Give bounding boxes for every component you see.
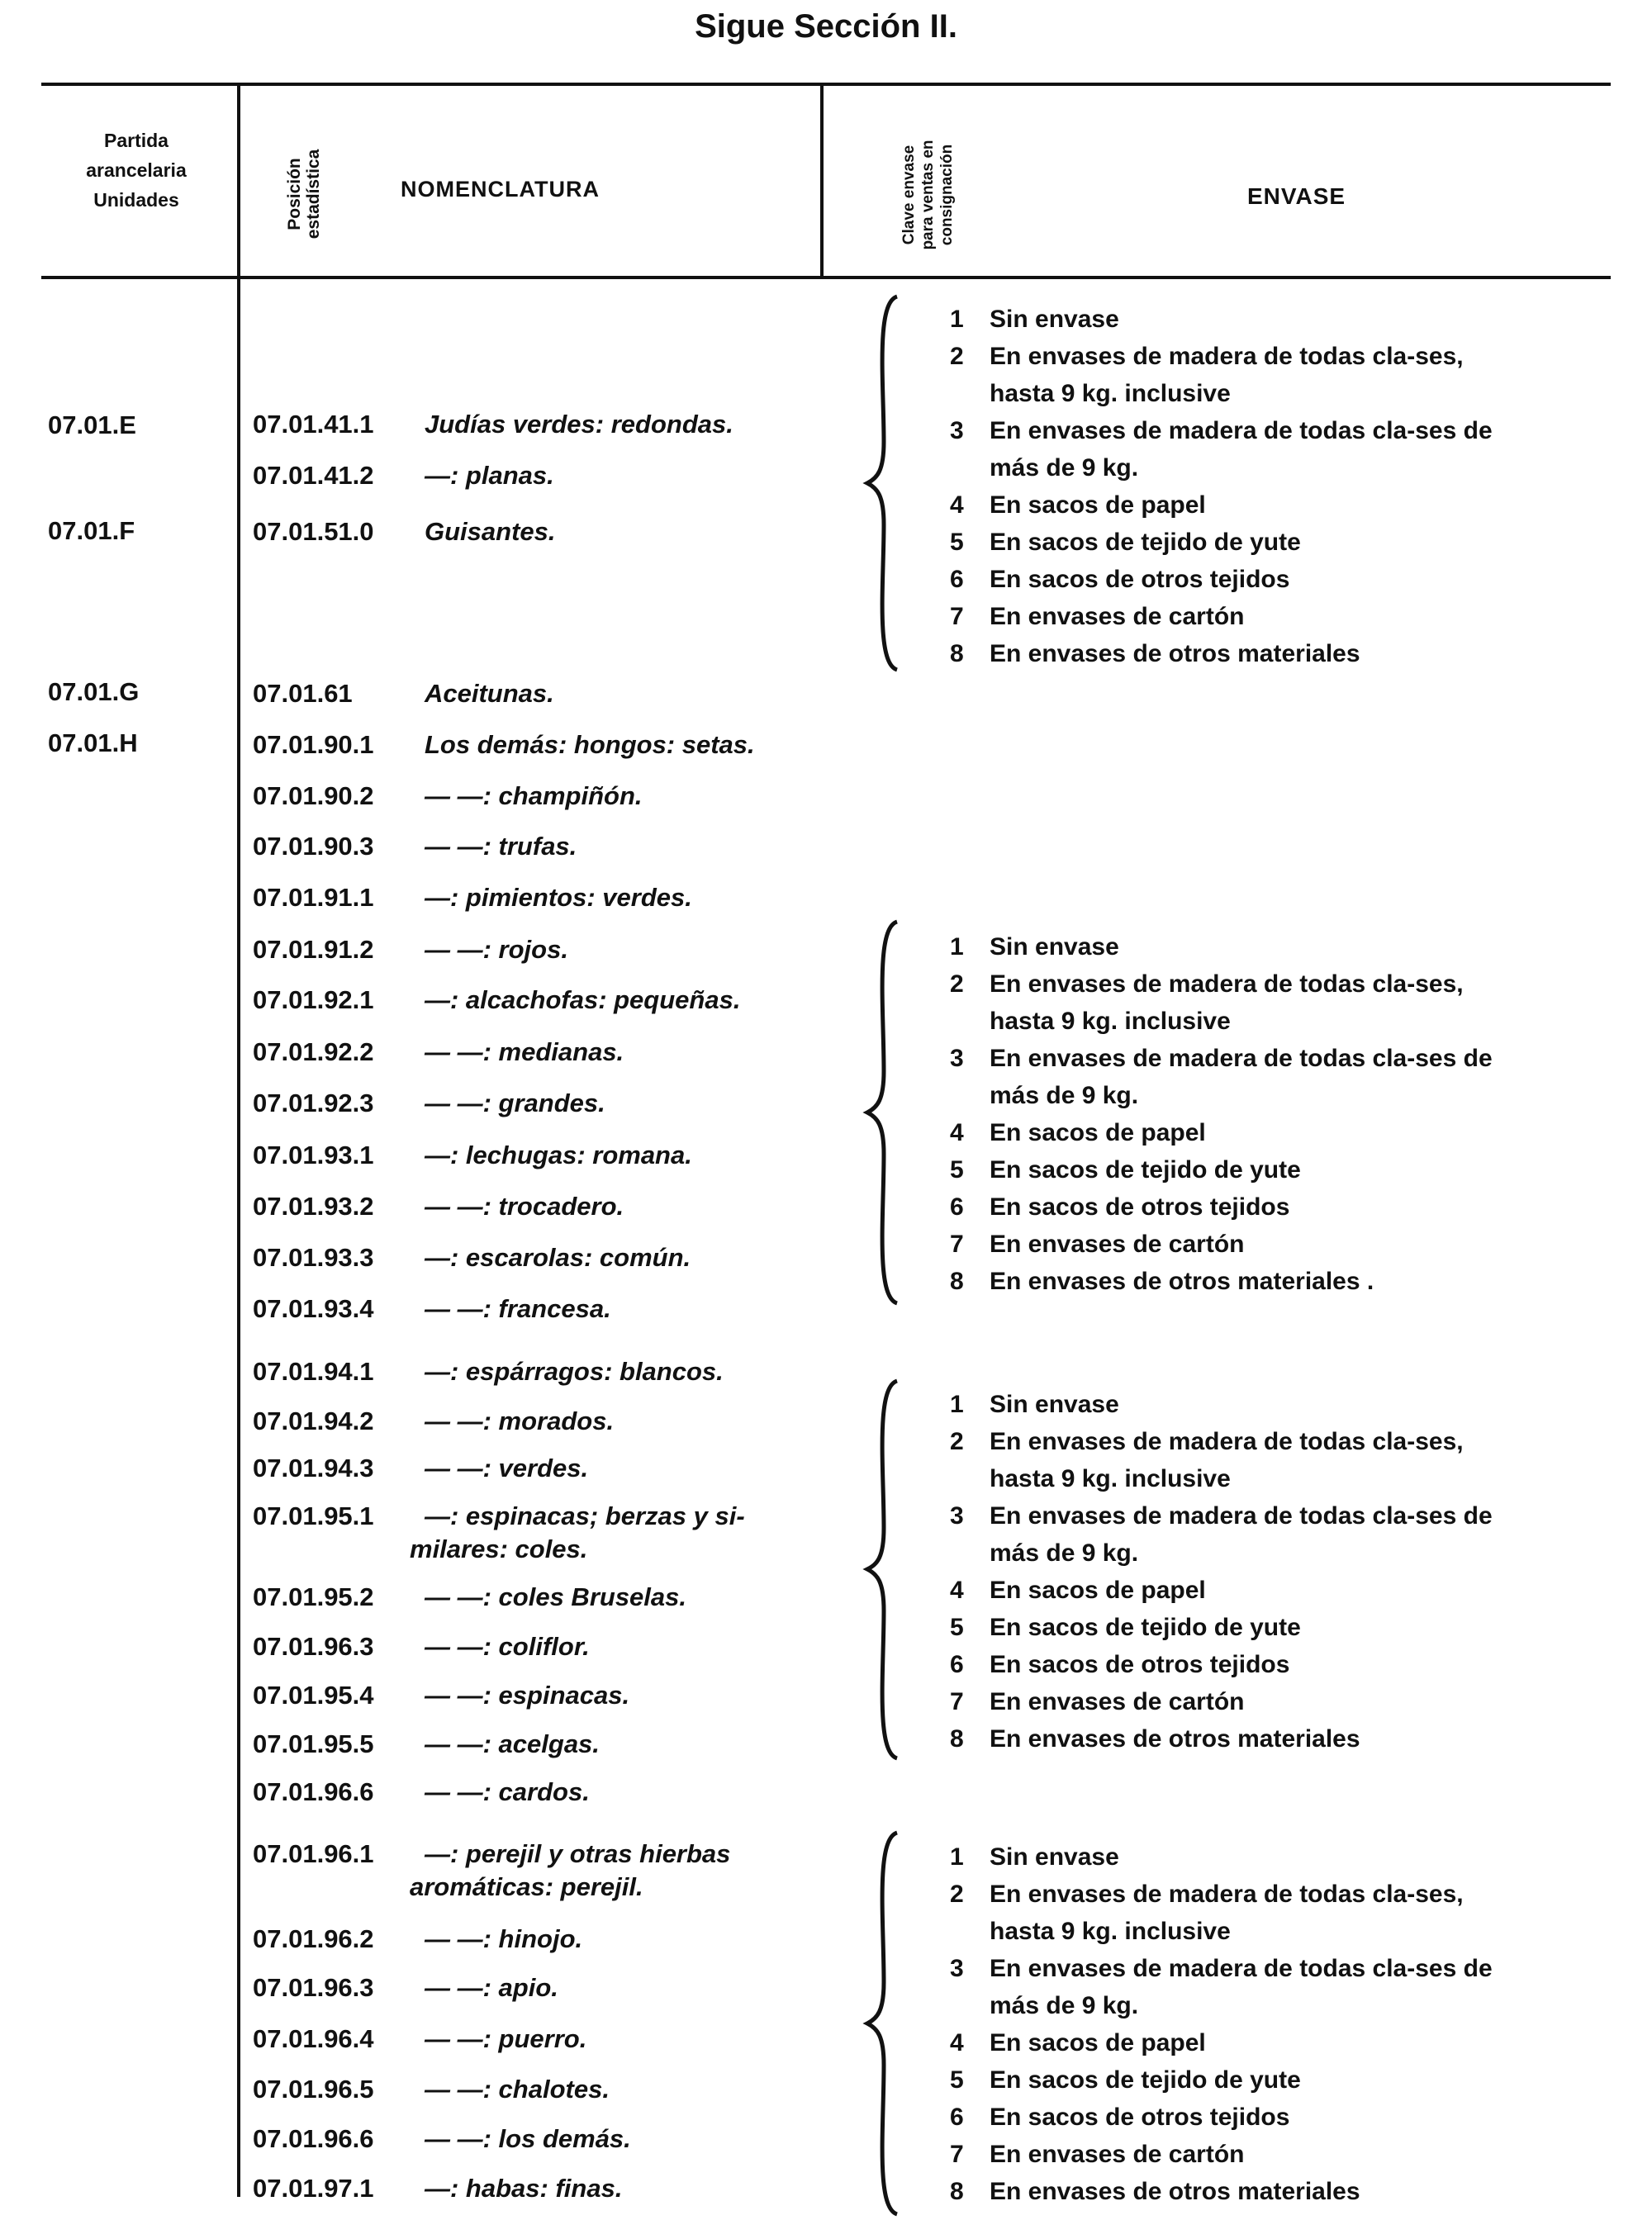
position-code: 07.01.92.1 [253, 985, 374, 1014]
envase-option [950, 1226, 1528, 1263]
position-code: 07.01.95.1 [253, 1501, 374, 1530]
position-code: 07.01.95.2 [253, 1582, 374, 1611]
nomenclature-description: Aceitunas. [425, 679, 554, 708]
envase-text: Sin envase [990, 1843, 1119, 1871]
nomenclature-row [253, 1139, 814, 1172]
brace-group-3 [851, 1378, 909, 1762]
nomenclature-row [253, 2023, 814, 2056]
nomenclature-description: —: perejil y otras hierbas [425, 1839, 731, 1868]
envase-key: 7 [950, 1688, 964, 1715]
envase-key: 1 [950, 933, 964, 961]
envase-key: 8 [950, 1268, 964, 1295]
nomenclature-row [253, 1923, 814, 1956]
nomenclature-row [253, 1679, 814, 1712]
nomenclature-row [253, 881, 814, 914]
position-code: 07.01.41.1 [253, 410, 374, 439]
header-partida-line-1: Partida [104, 130, 169, 151]
envase-key: 5 [950, 1156, 964, 1184]
nomenclature-row [253, 2073, 814, 2106]
nomenclature-row [253, 1405, 814, 1438]
nomenclature-row [253, 830, 814, 863]
partida-label: 07.01.E [48, 410, 136, 439]
column-divider-1 [237, 83, 240, 2197]
header-posicion-line-2: estadística [304, 149, 323, 240]
envase-text: Sin envase [990, 933, 1119, 961]
envase-option [950, 598, 1528, 635]
envase-option [950, 1572, 1528, 1609]
nomenclature-description: —: espinacas; berzas y si- [425, 1501, 745, 1530]
envase-text: En sacos de otros tejidos [990, 566, 1290, 593]
envase-key: 8 [950, 2178, 964, 2205]
position-code: 07.01.92.2 [253, 1037, 374, 1066]
envase-option [950, 2061, 1528, 2099]
nomenclature-row [253, 1838, 814, 1904]
envase-option [950, 412, 1528, 486]
nomenclature-continuation: milares: coles. [410, 1535, 588, 1563]
partida-label: 07.01.G [48, 677, 140, 706]
nomenclature-row [253, 728, 814, 761]
header-clave-line-2: para ventas en [919, 140, 937, 250]
envase-option [950, 1040, 1528, 1114]
nomenclature-description: —: escarolas: común. [425, 1243, 691, 1272]
envase-text: En envases de cartón [990, 2141, 1245, 2168]
position-code: 07.01.91.1 [253, 883, 374, 912]
envase-text: En envases de cartón [990, 1231, 1245, 1258]
nomenclature-continuation: aromáticas: perejil. [410, 1872, 643, 1901]
nomenclature-row [253, 515, 814, 548]
envase-option [950, 524, 1528, 561]
header-bottom-rule [41, 276, 1611, 279]
header-envase: ENVASE [1247, 183, 1346, 209]
nomenclature-description: — —: grandes. [425, 1089, 605, 1117]
position-code: 07.01.93.4 [253, 1294, 374, 1323]
nomenclature-row [253, 1355, 814, 1388]
envase-text: En envases de madera de todas cla-ses de más de 9 kg. [990, 1045, 1493, 1109]
nomenclature-row [253, 1500, 814, 1566]
header-partida-line-3: Unidades [93, 189, 179, 211]
envase-text: En envases de otros materiales . [990, 1268, 1374, 1295]
envase-option [950, 1386, 1528, 1423]
envase-key: 6 [950, 1651, 964, 1678]
nomenclature-description: — —: rojos. [425, 935, 568, 964]
envase-option [950, 561, 1528, 598]
nomenclature-row [253, 2123, 814, 2156]
position-code: 07.01.91.2 [253, 935, 374, 964]
envase-key: 6 [950, 566, 964, 593]
envase-text: Sin envase [990, 1391, 1119, 1418]
envase-text: En envases de madera de todas cla-ses de más de 9 kg. [990, 1502, 1493, 1567]
brace-group-2 [851, 918, 909, 1307]
nomenclature-row [253, 1241, 814, 1274]
position-code: 07.01.93.2 [253, 1192, 374, 1221]
nomenclature-row [253, 1971, 814, 2004]
envase-key: 2 [950, 1428, 964, 1455]
envase-key: 4 [950, 1577, 964, 1604]
nomenclature-description: — —: chalotes. [425, 2075, 610, 2104]
nomenclature-row [253, 1190, 814, 1223]
header-posicion [285, 136, 326, 252]
envase-key: 4 [950, 1119, 964, 1146]
nomenclature-description: — —: puerro. [425, 2024, 587, 2053]
envase-text: En sacos de tejido de yute [990, 1156, 1301, 1184]
envase-key: 6 [950, 2104, 964, 2131]
position-code: 07.01.90.3 [253, 832, 374, 861]
envase-option [950, 2173, 1528, 2210]
brace-group-4 [851, 1829, 909, 2218]
position-code: 07.01.96.3 [253, 1632, 374, 1661]
position-code: 07.01.94.1 [253, 1357, 374, 1386]
position-code: 07.01.92.3 [253, 1089, 374, 1117]
nomenclature-description: — —: champiñón. [425, 781, 643, 810]
position-code: 07.01.51.0 [253, 517, 374, 546]
envase-text: En envases de otros materiales [990, 640, 1360, 667]
envase-key: 1 [950, 1843, 964, 1871]
position-code: 07.01.94.2 [253, 1406, 374, 1435]
envase-text: En envases de cartón [990, 603, 1245, 630]
envase-option [950, 1683, 1528, 1720]
header-nomenclatura: NOMENCLATURA [401, 177, 600, 202]
position-code: 07.01.90.1 [253, 730, 374, 759]
column-divider-2 [820, 83, 824, 276]
nomenclature-row [253, 677, 814, 710]
nomenclature-description: —: planas. [425, 461, 554, 490]
envase-key: 1 [950, 1391, 964, 1418]
nomenclature-description: —: espárragos: blancos. [425, 1357, 724, 1386]
envase-option [950, 1263, 1528, 1300]
nomenclature-description: —: lechugas: romana. [425, 1141, 692, 1169]
envase-text: En envases de madera de todas cla-ses de más de 9 kg. [990, 1955, 1493, 2019]
envase-key: 6 [950, 1193, 964, 1221]
envase-key: 3 [950, 1045, 964, 1072]
envase-key: 5 [950, 1614, 964, 1641]
nomenclature-description: — —: acelgas. [425, 1729, 600, 1758]
position-code: 07.01.95.4 [253, 1681, 374, 1710]
envase-key: 8 [950, 1725, 964, 1753]
envase-text: En envases de madera de todas cla-ses, hasta 9 kg. inclusive [990, 1881, 1464, 1945]
nomenclature-description: — —: coliflor. [425, 1632, 590, 1661]
envase-text: En envases de madera de todas cla-ses, hasta 9 kg. inclusive [990, 1428, 1464, 1492]
envase-option [950, 1609, 1528, 1646]
envase-group-1 [950, 301, 1528, 672]
position-code: 07.01.41.2 [253, 461, 374, 490]
position-code: 07.01.96.4 [253, 2024, 374, 2053]
position-code: 07.01.93.1 [253, 1141, 374, 1169]
nomenclature-row [253, 1036, 814, 1069]
envase-key: 3 [950, 1955, 964, 1982]
envase-option [950, 1720, 1528, 1758]
header-partida-line-2: arancelaria [86, 159, 187, 181]
table-top-rule [41, 83, 1611, 86]
nomenclature-description: — —: apio. [425, 1973, 558, 2002]
position-code: 07.01.96.5 [253, 2075, 374, 2104]
envase-option [950, 1151, 1528, 1188]
nomenclature-row [253, 1776, 814, 1809]
envase-option [950, 1646, 1528, 1683]
envase-text: En sacos de papel [990, 1577, 1206, 1604]
envase-text: En envases de otros materiales [990, 2178, 1360, 2205]
envase-text: En sacos de papel [990, 491, 1206, 519]
header-clave-line-1: Clave envase [900, 145, 918, 245]
envase-text: En envases de otros materiales [990, 1725, 1360, 1753]
envase-group-4 [950, 1838, 1528, 2210]
position-code: 07.01.96.1 [253, 1839, 374, 1868]
nomenclature-row [253, 780, 814, 813]
envase-option [950, 928, 1528, 965]
nomenclature-description: — —: trufas. [425, 832, 577, 861]
envase-group-2 [950, 928, 1528, 1300]
envase-key: 2 [950, 970, 964, 998]
envase-text: En sacos de tejido de yute [990, 1614, 1301, 1641]
nomenclature-description: —: alcachofas: pequeñas. [425, 985, 741, 1014]
envase-key: 7 [950, 2141, 964, 2168]
nomenclature-description: — —: hinojo. [425, 1924, 583, 1953]
envase-key: 2 [950, 1881, 964, 1908]
nomenclature-row [253, 1293, 814, 1326]
nomenclature-row [253, 933, 814, 966]
envase-option [950, 1876, 1528, 1950]
nomenclature-description: — —: medianas. [425, 1037, 624, 1066]
nomenclature-description: — —: trocadero. [425, 1192, 624, 1221]
nomenclature-description: Los demás: hongos: setas. [425, 730, 755, 759]
envase-option [950, 2024, 1528, 2061]
envase-key: 3 [950, 417, 964, 444]
envase-text: En sacos de otros tejidos [990, 1193, 1290, 1221]
envase-option [950, 1188, 1528, 1226]
envase-key: 4 [950, 491, 964, 519]
position-code: 07.01.97.1 [253, 2174, 374, 2203]
position-code: 07.01.96.3 [253, 1973, 374, 2002]
envase-key: 2 [950, 343, 964, 370]
nomenclature-description: Guisantes. [425, 517, 556, 546]
envase-option [950, 2136, 1528, 2173]
nomenclature-description: — —: cardos. [425, 1777, 590, 1806]
brace-group-1 [851, 293, 909, 673]
nomenclature-description: —: pimientos: verdes. [425, 883, 692, 912]
nomenclature-description: — —: espinacas. [425, 1681, 630, 1710]
nomenclature-description: — —: coles Bruselas. [425, 1582, 687, 1611]
envase-text: En sacos de papel [990, 2029, 1206, 2056]
position-code: 07.01.96.6 [253, 2124, 374, 2153]
nomenclature-row [253, 408, 814, 441]
position-code: 07.01.95.5 [253, 1729, 374, 1758]
position-code: 07.01.61 [253, 679, 353, 708]
position-code: 07.01.90.2 [253, 781, 374, 810]
nomenclature-row [253, 984, 814, 1017]
position-code: 07.01.96.2 [253, 1924, 374, 1953]
envase-option [950, 1838, 1528, 1876]
envase-text: Sin envase [990, 306, 1119, 333]
nomenclature-description: Judías verdes: redondas. [425, 410, 733, 439]
envase-key: 1 [950, 306, 964, 333]
envase-key: 4 [950, 2029, 964, 2056]
envase-key: 5 [950, 529, 964, 556]
envase-option [950, 338, 1528, 412]
partida-label: 07.01.F [48, 516, 135, 545]
nomenclature-description: —: habas: finas. [425, 2174, 623, 2203]
envase-key: 5 [950, 2066, 964, 2094]
nomenclature-description: — —: francesa. [425, 1294, 611, 1323]
nomenclature-description: — —: morados. [425, 1406, 615, 1435]
envase-option [950, 301, 1528, 338]
nomenclature-row [253, 1728, 814, 1761]
envase-group-3 [950, 1386, 1528, 1758]
header-clave [900, 108, 959, 282]
envase-text: En envases de madera de todas cla-ses, hasta 9 kg. inclusive [990, 343, 1464, 407]
envase-text: En envases de madera de todas cla-ses de más de 9 kg. [990, 417, 1493, 481]
position-code: 07.01.93.3 [253, 1243, 374, 1272]
envase-key: 7 [950, 603, 964, 630]
nomenclature-row [253, 1087, 814, 1120]
envase-option [950, 486, 1528, 524]
position-code: 07.01.94.3 [253, 1454, 374, 1482]
envase-option [950, 635, 1528, 672]
envase-option [950, 1114, 1528, 1151]
header-clave-line-3: consignación [938, 144, 956, 246]
nomenclature-row [253, 1630, 814, 1663]
envase-text: En sacos de tejido de yute [990, 529, 1301, 556]
envase-option [950, 1497, 1528, 1572]
envase-key: 8 [950, 640, 964, 667]
envase-key: 3 [950, 1502, 964, 1530]
envase-text: En sacos de otros tejidos [990, 2104, 1290, 2131]
envase-text: En sacos de papel [990, 1119, 1206, 1146]
nomenclature-row [253, 1581, 814, 1614]
envase-key: 7 [950, 1231, 964, 1258]
envase-option [950, 1950, 1528, 2024]
partida-label: 07.01.H [48, 728, 138, 757]
envase-text: En envases de cartón [990, 1688, 1245, 1715]
envase-text: En sacos de otros tejidos [990, 1651, 1290, 1678]
envase-option [950, 2099, 1528, 2136]
envase-option [950, 1423, 1528, 1497]
header-partida [41, 126, 231, 215]
header-posicion-line-1: Posición [285, 158, 304, 230]
page-heading: Sigue Sección II. [695, 8, 957, 45]
nomenclature-description: — —: los demás. [425, 2124, 631, 2153]
nomenclature-row [253, 1452, 814, 1485]
nomenclature-description: — —: verdes. [425, 1454, 589, 1482]
nomenclature-row [253, 459, 814, 492]
envase-option [950, 965, 1528, 1040]
envase-text: En envases de madera de todas cla-ses, hasta 9 kg. inclusive [990, 970, 1464, 1035]
position-code: 07.01.96.6 [253, 1777, 374, 1806]
nomenclature-row [253, 2172, 814, 2205]
envase-text: En sacos de tejido de yute [990, 2066, 1301, 2094]
